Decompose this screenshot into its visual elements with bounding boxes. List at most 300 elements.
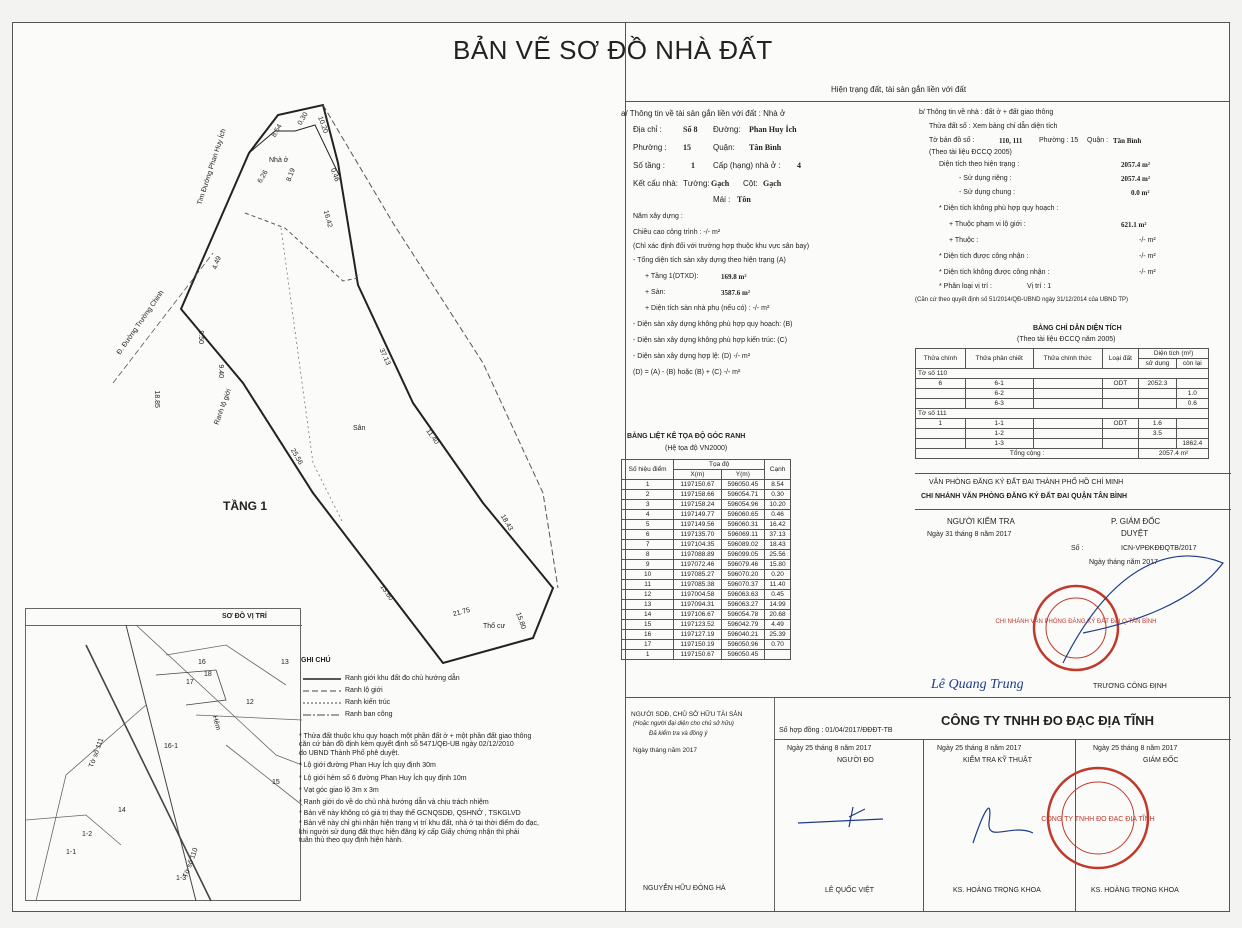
inspector-date: Ngày 31 tháng 8 năm 2017 <box>927 531 1012 538</box>
table-row <box>622 480 791 490</box>
road-centerline <box>113 253 213 383</box>
table-row <box>916 419 1209 429</box>
floors-value: 1 <box>691 161 695 170</box>
coords-header: Số hiệu điểm <box>622 460 674 480</box>
address-number: Số 8 <box>683 125 698 134</box>
legend-item: Ranh lộ giới <box>345 687 383 694</box>
table-cell <box>1033 399 1102 409</box>
table-cell: 14.99 <box>765 600 791 610</box>
location-label: 12 <box>246 699 254 706</box>
shared-value: 0.0 m² <box>1131 189 1150 197</box>
table-row <box>622 510 791 520</box>
table-cell: 0.70 <box>765 640 791 650</box>
table-cell: 1197106.67 <box>674 610 721 620</box>
location-label: 13 <box>281 659 289 666</box>
structure-label: Kết cấu nhà: <box>633 179 678 188</box>
location-label: Hẻm <box>210 714 222 732</box>
floor-area: 3587.6 m² <box>721 289 750 297</box>
note-line: * Thửa đất thuộc khu quy hoạch một phần đất ở + một phần đất giao thông <box>299 733 532 740</box>
table-cell: 0.45 <box>765 590 791 600</box>
street-label: Đường: <box>713 125 741 134</box>
surveyor-name: LÊ QUỐC VIỆT <box>825 887 875 894</box>
table-cell: 1-2 <box>965 429 1033 439</box>
table-cell: 15 <box>622 620 674 630</box>
location-map-title: SƠ ĐỒ VỊ TRÍ <box>222 613 267 620</box>
table-row <box>622 580 791 590</box>
table-row <box>622 640 791 650</box>
table-row <box>622 650 791 660</box>
owner-box <box>625 697 775 911</box>
surveyor-signature <box>793 793 913 833</box>
table-cell: 1862.4 <box>1176 439 1208 449</box>
table-cell: 1197004.58 <box>674 590 721 600</box>
land-info <box>915 109 1231 319</box>
table-cell: 596089.02 <box>721 540 765 550</box>
legend-item: Ranh giới khu đất đo chủ hướng dẫn <box>345 675 460 682</box>
table-cell: ODT <box>1102 419 1139 429</box>
table-row <box>622 560 791 570</box>
table-cell: 15.80 <box>765 560 791 570</box>
table-row <box>916 379 1209 389</box>
table-cell: 10 <box>622 570 674 580</box>
land-type-label: Thổ cư <box>483 623 506 630</box>
table-cell: 0.46 <box>765 510 791 520</box>
table-cell: 596060.31 <box>721 520 765 530</box>
private-label: - Sử dụng riêng : <box>959 175 1012 182</box>
table-cell <box>916 429 966 439</box>
table-cell: 6 <box>622 530 674 540</box>
note-line: * Lộ giới hẻm số 6 đường Phan Huy Ích quy định 10m <box>299 774 467 782</box>
area-header: Thửa chính thức <box>1033 349 1102 369</box>
company-stamp <box>1043 763 1153 873</box>
area-table-source: (Theo tài liệu ĐCCQ năm 2005) <box>1017 336 1116 343</box>
table-cell: 2052.3 <box>1139 379 1176 389</box>
asset-info <box>621 109 917 419</box>
dim-label: 18.85 <box>152 390 160 408</box>
table-cell: 1 <box>622 650 674 660</box>
table-cell: 1 <box>622 480 674 490</box>
coords-table <box>621 459 791 660</box>
position-basis: (Căn cứ theo quyết định số 51/2014/QĐ-UBND ngày 31/12/2014 của UBND TP) <box>915 297 1129 303</box>
table-cell: 596099.05 <box>721 550 765 560</box>
table-cell <box>1033 439 1102 449</box>
sheet-111-rows <box>916 419 1209 449</box>
coords-header: Cạnh <box>765 460 791 480</box>
table-row <box>916 429 1209 439</box>
table-cell: 6-3 <box>965 399 1033 409</box>
table-cell: 0.20 <box>765 570 791 580</box>
street-value: Phan Huy Ích <box>749 125 797 134</box>
table-cell <box>1176 379 1208 389</box>
legend-item: Ranh ban công <box>345 711 393 718</box>
wall-label: Tường: <box>683 179 710 188</box>
dim-label: 8.54 <box>270 123 284 139</box>
coords-body <box>622 480 791 660</box>
table-row <box>622 530 791 540</box>
office-signature <box>1053 543 1233 683</box>
asset-line: Năm xây dựng : <box>633 213 683 220</box>
dim-label: 13.60 <box>378 583 395 602</box>
table-cell: 8.54 <box>765 480 791 490</box>
table-cell: 1197149.56 <box>674 520 721 530</box>
table-cell: 1197088.89 <box>674 550 721 560</box>
parcel-boundary <box>181 105 553 663</box>
table-cell: 16.42 <box>765 520 791 530</box>
table-row <box>622 570 791 580</box>
owner-note: Đã kiểm tra và đồng ý <box>649 731 708 737</box>
notes-title: GHI CHÚ <box>301 657 331 664</box>
table-cell: 20.68 <box>765 610 791 620</box>
table-cell: 1197127.19 <box>674 630 721 640</box>
table-cell: 0.6 <box>1176 399 1208 409</box>
area-header: còn lại <box>1176 359 1208 369</box>
dim-label: 11.40 <box>424 427 440 446</box>
note-line: * Bản vẽ này chỉ ghi nhận hiện trạng vị trí khu đất, nhà ở tại thời điểm đo đạc, <box>299 820 539 828</box>
table-cell: 13 <box>622 600 674 610</box>
surveyor-date: Ngày 25 tháng 8 năm 2017 <box>787 745 872 752</box>
column-value: Gạch <box>763 179 782 188</box>
area-header: Thửa chính <box>916 349 966 369</box>
number-label: Số : <box>1071 545 1084 552</box>
land-district-label: Quận : <box>1087 137 1109 144</box>
table-cell: 596054.96 <box>721 500 765 510</box>
total-value: 2057.4 m² <box>1139 449 1209 459</box>
area-header: Diện tích (m²) <box>1139 349 1209 359</box>
office-stamp-text: CHI NHÁNH VĂN PHÒNG ĐĂNG KÝ ĐẤT ĐAI Q.TÂN BÌNH <box>995 619 1157 625</box>
column-label: Cột: <box>743 179 758 188</box>
table-cell: 5 <box>622 520 674 530</box>
table-cell: 18.43 <box>765 540 791 550</box>
area-value: 2057.4 m² <box>1121 161 1150 169</box>
table-cell <box>1139 399 1176 409</box>
asset-line: - Diện sàn xây dựng không phù hợp quy hoạch: (B) <box>633 321 793 328</box>
yard-label: Sân <box>353 425 366 432</box>
checker-title: KIỂM TRA KỸ THUẬT <box>963 757 1032 764</box>
dim-label: 15.80 <box>514 611 527 631</box>
dim-label: 4.49 <box>211 255 223 271</box>
recognized-label: * Diện tích được công nhận : <box>939 253 1029 260</box>
location-label: 15 <box>272 779 280 786</box>
table-row <box>622 630 791 640</box>
table-row <box>916 389 1209 399</box>
checker-name: KS. HOÀNG TRỌNG KHOA <box>953 887 1041 894</box>
area-label: Diện tích theo hiện trạng : <box>939 161 1020 168</box>
table-cell <box>1176 429 1208 439</box>
contract-number: Số hợp đồng : 01/04/2017/ĐĐĐT-TB <box>779 727 893 734</box>
inspector-title: NGƯỜI KIỂM TRA <box>947 517 1015 526</box>
dim-label: 25.56 <box>288 447 304 467</box>
table-cell <box>1102 429 1139 439</box>
table-cell: 1197094.31 <box>674 600 721 610</box>
location-label: Tờ số 110 <box>182 847 200 879</box>
table-cell: 12 <box>622 590 674 600</box>
asset-heading: a/ Thông tin về tài sản gắn liền với đất : Nhà ở <box>621 109 786 118</box>
table-cell: 596050.45 <box>721 480 765 490</box>
dim-label: 21.75 <box>452 606 471 619</box>
asset-line: - Diện sàn xây dựng hợp lệ: (D) -/- m² <box>633 353 751 360</box>
table-cell: 1-3 <box>965 439 1033 449</box>
nonconform-label: * Diện tích không phù hợp quy hoạch : <box>939 205 1059 212</box>
table-cell: 4 <box>622 510 674 520</box>
company-director-date: Ngày 25 tháng 8 năm 2017 <box>1093 745 1178 752</box>
company-director-title: GIÁM ĐỐC <box>1143 757 1179 764</box>
dim-label: 6.26 <box>256 169 270 185</box>
coords-header: X(m) <box>674 470 721 480</box>
table-row <box>622 550 791 560</box>
table-row <box>622 490 791 500</box>
road-label: Đ. Đường Trường Chinh <box>115 289 166 357</box>
sheet-110-rows <box>916 379 1209 409</box>
area-header: sử dụng <box>1139 359 1176 369</box>
table-cell: 1-1 <box>965 419 1033 429</box>
table-cell <box>916 389 966 399</box>
surveyor-title: NGƯỜI ĐO <box>837 757 874 764</box>
location-label: 1-2 <box>82 831 93 838</box>
coords-header: Y(m) <box>721 470 765 480</box>
table-cell: 37.13 <box>765 530 791 540</box>
table-cell: 9 <box>622 560 674 570</box>
legend-item: Ranh kiến trúc <box>345 699 391 706</box>
legend-lines <box>303 675 343 725</box>
owner-date: Ngày tháng năm 2017 <box>633 747 697 754</box>
parcel-label: Thửa đất số : Xem bảng chỉ dẫn diện tích <box>929 123 1058 130</box>
table-row <box>622 610 791 620</box>
document-subtitle: Hiện trạng đất, tài sản gắn liền với đất <box>831 85 967 94</box>
table-cell: ODT <box>1102 379 1139 389</box>
dim-label: 9.40 <box>217 364 225 379</box>
table-cell: 3 <box>622 500 674 510</box>
table-cell <box>1139 439 1176 449</box>
table-cell <box>916 439 966 449</box>
coords-title: BẢNG LIỆT KÊ TỌA ĐỘ GÓC RANH <box>627 433 746 440</box>
grade-value: 4 <box>797 161 801 170</box>
unrecognized-label: * Diện tích không được công nhận : <box>939 269 1050 276</box>
table-cell: 1197104.35 <box>674 540 721 550</box>
table-cell <box>1102 389 1139 399</box>
area-table <box>915 348 1209 459</box>
table-cell: 596070.37 <box>721 580 765 590</box>
table-cell: 1197123.52 <box>674 620 721 630</box>
sheet-label: Tờ bản đồ số : <box>929 137 975 144</box>
table-cell <box>1102 439 1139 449</box>
table-cell: 1197085.38 <box>674 580 721 590</box>
floor1-area: 169.8 m² <box>721 273 747 281</box>
deputy-director-title: P. GIÁM ĐỐC <box>1111 517 1161 526</box>
table-cell <box>1033 429 1102 439</box>
table-cell: 6 <box>916 379 966 389</box>
table-cell: 25.56 <box>765 550 791 560</box>
owner-subtitle: (Hoặc người đại diện cho chủ sở hữu) <box>633 721 734 727</box>
note-line: * Bản vẽ này không có giá trị thay thế GCNQSDĐ, QSHNỞ , TSKGLVD <box>299 809 521 817</box>
coords-header: Tọa độ <box>674 460 765 470</box>
table-cell <box>765 650 791 660</box>
table-cell: 11.40 <box>765 580 791 590</box>
location-label: 14 <box>118 807 126 814</box>
number-value: ICN-VPĐKĐĐQTB/2017 <box>1121 545 1197 552</box>
table-cell: 17 <box>622 640 674 650</box>
table-cell: 10.20 <box>765 500 791 510</box>
drawing-sheet <box>12 22 1230 912</box>
table-cell: 1197072.46 <box>674 560 721 570</box>
dim-label: 16.42 <box>321 209 334 229</box>
area-table-title: BẢNG CHỈ DẪN DIỆN TÍCH <box>1033 325 1122 332</box>
table-cell: 25.39 <box>765 630 791 640</box>
land-district: Tân Bình <box>1113 137 1142 145</box>
table-cell: 596063.27 <box>721 600 765 610</box>
note-line: * Lộ giới đường Phan Huy Ích quy định 30m <box>299 762 436 770</box>
table-cell: 596060.65 <box>721 510 765 520</box>
dim-label: 18.43 <box>498 513 514 533</box>
company-stamp-text: CÔNG TY TNHH ĐO ĐẠC ĐỊA TĨNH <box>1041 816 1155 823</box>
dim-label: 9.50 <box>197 330 205 345</box>
roof-value: Tôn <box>737 195 751 204</box>
table-cell <box>1102 399 1139 409</box>
approved-label: DUYỆT <box>1121 529 1149 538</box>
table-cell: 2 <box>622 490 674 500</box>
table-cell: 1197150.67 <box>674 650 721 660</box>
setback-value: 621.1 m² <box>1121 221 1147 229</box>
table-cell: 1.6 <box>1139 419 1176 429</box>
table-row <box>622 620 791 630</box>
sheet-110-row: Tờ số 110 <box>916 369 1209 379</box>
table-cell: 1 <box>916 419 966 429</box>
asset-line: (Chỉ xác định đối với trường hợp thuộc khu vực sân bay) <box>633 243 810 250</box>
location-label: 1-1 <box>66 849 77 856</box>
table-cell: 596050.45 <box>721 650 765 660</box>
recognized-value: -/- m² <box>1139 253 1156 260</box>
location-label: 17 <box>186 679 194 686</box>
table-cell: 596063.63 <box>721 590 765 600</box>
asset-line: + Sàn: <box>645 289 666 296</box>
checker-signature <box>963 783 1043 853</box>
table-cell <box>1139 389 1176 399</box>
street-label: Tim Đường Phan Huy Ích <box>196 128 228 206</box>
table-cell: 14 <box>622 610 674 620</box>
table-cell: 596054.78 <box>721 610 765 620</box>
other-label: + Thuộc : <box>949 237 979 244</box>
table-cell: 6-1 <box>965 379 1033 389</box>
table-cell: 596050.96 <box>721 640 765 650</box>
note-line: tuân thủ theo quy định hiện hành. <box>299 836 403 844</box>
land-heading: b/ Thông tin về nhà : đất ở + đất giao thông <box>919 109 1054 116</box>
table-cell <box>1033 379 1102 389</box>
position-value: Vị trí : 1 <box>1027 283 1052 290</box>
location-map <box>25 608 301 901</box>
dim-label: 8.19 <box>285 167 297 183</box>
table-cell: 3.5 <box>1139 429 1176 439</box>
location-label: 16-1 <box>164 743 179 750</box>
district-value: Tân Bình <box>749 143 782 152</box>
table-cell: 596054.71 <box>721 490 765 500</box>
note-line: do UBND Thành Phố phê duyệt. <box>299 749 400 757</box>
owner-title: NGƯỜI SDĐ, CHỦ SỞ HỮU TÀI SẢN <box>631 711 743 718</box>
asset-line: + Tầng 1(DTXD): <box>645 273 699 280</box>
table-cell: 596042.79 <box>721 620 765 630</box>
area-header: Loại đất <box>1102 349 1139 369</box>
asset-line: Chiều cao công trình : -/- m² <box>633 229 721 236</box>
company-name: CÔNG TY TNHH ĐO ĐẠC ĐỊA TĨNH <box>941 713 1155 728</box>
table-cell: 4.49 <box>765 620 791 630</box>
dim-label: 10.20 <box>316 115 329 135</box>
table-cell: 6-2 <box>965 389 1033 399</box>
director-date: Ngày tháng năm 2017 <box>1089 559 1158 566</box>
subtitle-rule <box>626 101 1230 102</box>
table-cell: 16 <box>622 630 674 640</box>
table-row <box>916 399 1209 409</box>
table-cell <box>1033 389 1102 399</box>
location-label: 16 <box>198 659 206 666</box>
floors-label: Số tầng : <box>633 161 666 170</box>
asset-line: (D) = (A) - (B) hoặc (B) + (C) -/- m² <box>633 369 741 376</box>
table-cell: 1197085.27 <box>674 570 721 580</box>
total-label: Tổng cộng : <box>916 449 1139 459</box>
setback-line <box>245 213 358 281</box>
table-cell <box>1176 419 1208 429</box>
location-label: 18 <box>204 671 212 678</box>
table-row <box>622 520 791 530</box>
asset-line: - Tổng diện tích sàn xây dựng theo hiện trạng (A) <box>633 257 786 264</box>
address-label: Địa chỉ : <box>633 125 662 134</box>
location-label: Tờ số 111 <box>88 737 106 769</box>
ward-label: Phường : <box>633 143 667 152</box>
note-line: * Ranh giới do về do chủ nhà hướng dẫn và chịu trách nhiệm <box>299 799 489 807</box>
checker-date: Ngày 25 tháng 8 năm 2017 <box>937 745 1022 752</box>
private-value: 2057.4 m² <box>1121 175 1150 183</box>
setback-label-info: + Thuộc phạm vi lộ giới : <box>949 221 1026 228</box>
table-cell: 7 <box>622 540 674 550</box>
table-cell: 596069.11 <box>721 530 765 540</box>
table-cell: 1197158.66 <box>674 490 721 500</box>
table-row <box>622 590 791 600</box>
director-name: TRƯƠNG CÔNG ĐỊNH <box>1093 683 1167 690</box>
table-cell: 596079.46 <box>721 560 765 570</box>
grade-label: Cấp (hạng) nhà ở : <box>713 161 781 170</box>
position-label: * Phân loại vị trí : <box>939 283 992 290</box>
table-row <box>622 500 791 510</box>
dim-label: 37.13 <box>377 347 392 367</box>
sheet-111-row: Tờ số 111 <box>916 409 1209 419</box>
floor-label: TẦNG 1 <box>223 499 268 513</box>
table-row <box>916 439 1209 449</box>
dim-label: 0.30 <box>296 111 310 127</box>
note-line: khi người sử dụng đất thực hiện đăng ký cấp Giấy chứng nhận thì phải <box>299 828 520 836</box>
roof-label: Mái : <box>713 195 731 204</box>
document-title: BẢN VẼ SƠ ĐỒ NHÀ ĐẤT <box>453 35 773 65</box>
asset-line: - Diện sàn xây dựng không phù hợp kiến trúc: (C) <box>633 337 788 344</box>
wall-value: Gạch <box>711 179 730 188</box>
coords-system: (Hệ tọa độ VN2000) <box>665 445 728 452</box>
table-row <box>622 540 791 550</box>
owner-name: NGUYỄN HỮU ĐÔNG HÀ <box>643 885 726 892</box>
company-director-name: KS. HOÀNG TRỌNG KHOA <box>1091 887 1179 894</box>
dim-label: 0.46 <box>328 167 341 183</box>
unrecognized-value: -/- m² <box>1139 269 1156 276</box>
note-line: * Vạt góc giao lộ 3m x 3m <box>299 786 379 794</box>
setback-label: Ranh lộ giới <box>213 388 233 426</box>
note-line: căn cứ bản đồ định kèm quyết định số 5471/QĐ-UB ngày 02/12/2010 <box>299 741 514 749</box>
table-row <box>622 600 791 610</box>
table-cell: 0.30 <box>765 490 791 500</box>
sheet-number: 110, 111 <box>999 137 1023 145</box>
table-cell: 8 <box>622 550 674 560</box>
office-line2: CHI NHÁNH VĂN PHÒNG ĐĂNG KÝ ĐẤT ĐAI QUẬN TÂN BÌNH <box>921 493 1128 500</box>
table-cell: 11 <box>622 580 674 590</box>
land-ward: Phường : 15 <box>1039 137 1079 144</box>
table-cell: 596070.20 <box>721 570 765 580</box>
table-cell <box>916 399 966 409</box>
street-centerline <box>323 105 558 588</box>
ward-value: 15 <box>683 143 691 152</box>
